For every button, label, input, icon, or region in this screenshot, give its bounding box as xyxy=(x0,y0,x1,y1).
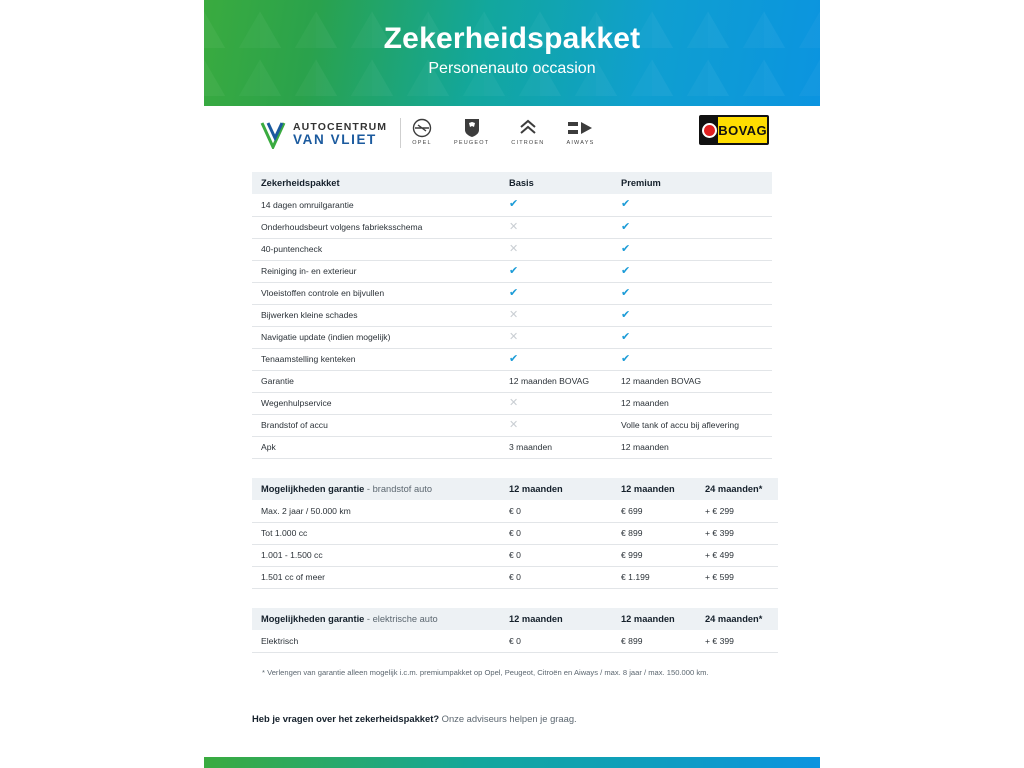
row-label: Vloeistoffen controle en bijvullen xyxy=(252,282,500,304)
row-basis xyxy=(500,282,612,304)
table-spacer xyxy=(252,588,778,608)
table-row xyxy=(252,500,778,522)
row-basis xyxy=(500,238,612,260)
footnote: * Verlengen van garantie alleen mogelijk i.c.m. premiumpakket op Opel, Peugeot, Citroën en Aiways / max. 8 jaar / max. 150.000 km. xyxy=(262,667,709,677)
warranty-electric-table xyxy=(252,608,778,653)
row-premium xyxy=(612,348,772,370)
row-premium: 12 maanden xyxy=(612,436,772,458)
table-row xyxy=(252,414,772,436)
row-label: 1.501 cc of meer xyxy=(252,566,500,588)
row-basis: 3 maanden xyxy=(500,436,612,458)
dealer-logo xyxy=(260,120,387,150)
check-icon: ✔ xyxy=(621,352,631,365)
check-icon: ✔ xyxy=(621,264,631,277)
check-icon: ✔ xyxy=(621,242,631,255)
row-label: Onderhoudsbeurt volgens fabrieksschema xyxy=(252,216,500,238)
header-fuel-col3: 24 maanden* xyxy=(696,478,778,500)
header-fuel-col1: 12 maanden xyxy=(500,478,612,500)
row-basis xyxy=(500,392,612,414)
table-row xyxy=(252,566,778,588)
table-row xyxy=(252,370,772,392)
cross-icon: ✕ xyxy=(509,220,519,233)
content-sheet xyxy=(252,172,772,678)
cross-icon: ✕ xyxy=(509,330,519,343)
header-warranty-electric-sub: - elektrische auto xyxy=(366,614,438,624)
row-col1: € 0 xyxy=(500,630,612,652)
row-label: Tenaamstelling kenteken xyxy=(252,348,500,370)
check-icon: ✔ xyxy=(621,330,631,343)
row-label: Tot 1.000 cc xyxy=(252,522,500,544)
row-premium: Volle tank of accu bij aflevering xyxy=(612,414,772,436)
table-row xyxy=(252,348,772,370)
check-icon: ✔ xyxy=(621,198,631,211)
header-warranty-electric xyxy=(252,608,500,630)
brand-peugeot-label: PEUGEOT xyxy=(454,140,490,146)
warranty-fuel-table xyxy=(252,478,778,608)
row-premium xyxy=(612,260,772,282)
row-basis: 12 maanden BOVAG xyxy=(500,370,612,392)
row-col2: € 899 xyxy=(612,630,696,652)
check-icon: ✔ xyxy=(509,352,519,365)
brand-opel-label: OPEL xyxy=(412,140,432,146)
brand-row xyxy=(204,106,820,162)
row-label: Reiniging in- en exterieur xyxy=(252,260,500,282)
table-header-row xyxy=(252,608,778,630)
table-row xyxy=(252,544,778,566)
contact-question-rest: Onze adviseurs helpen je graag. xyxy=(439,713,577,724)
check-icon: ✔ xyxy=(621,308,631,321)
header-electric-col1: 12 maanden xyxy=(500,608,612,630)
row-premium xyxy=(612,216,772,238)
table-row xyxy=(252,282,772,304)
header-warranty-fuel xyxy=(252,478,500,500)
row-premium xyxy=(612,282,772,304)
aiways-logo-icon xyxy=(566,118,594,138)
brand-logos xyxy=(412,118,594,146)
check-icon: ✔ xyxy=(509,286,519,299)
row-basis xyxy=(500,216,612,238)
page-subtitle: Personenauto occasion xyxy=(428,60,596,77)
row-col3: + € 399 xyxy=(696,522,778,544)
brand-citroen xyxy=(511,118,544,146)
cross-icon: ✕ xyxy=(509,308,519,321)
header-warranty-electric-main: Mogelijkheden garantie xyxy=(261,614,365,624)
brand-peugeot xyxy=(454,118,489,146)
table-row xyxy=(252,392,772,414)
brand-opel xyxy=(412,118,432,146)
table-header-row xyxy=(252,478,778,500)
check-icon: ✔ xyxy=(509,198,519,211)
header-electric-col2: 12 maanden xyxy=(612,608,696,630)
check-icon: ✔ xyxy=(621,220,631,233)
row-label: 14 dagen omruilgarantie xyxy=(252,194,500,216)
row-basis xyxy=(500,260,612,282)
row-label: 40-puntencheck xyxy=(252,238,500,260)
row-col2: € 1.199 xyxy=(612,566,696,588)
footer-bar xyxy=(204,757,820,768)
contact-question xyxy=(252,713,577,724)
row-col1: € 0 xyxy=(500,500,612,522)
contact-question-bold: Heb je vragen over het zekerheidspakket? xyxy=(252,713,440,724)
header-basis: Basis xyxy=(500,172,612,194)
dealer-name-line1: AUTOCENTRUM xyxy=(293,121,388,134)
header-banner xyxy=(204,0,820,106)
row-col3: + € 499 xyxy=(696,544,778,566)
row-col1: € 0 xyxy=(500,522,612,544)
bovag-badge xyxy=(699,115,769,145)
table-row xyxy=(252,436,772,458)
row-col2: € 999 xyxy=(612,544,696,566)
row-label: Navigatie update (indien mogelijk) xyxy=(252,326,500,348)
table-row xyxy=(252,522,778,544)
row-label: Brandstof of accu xyxy=(252,414,500,436)
check-icon: ✔ xyxy=(621,286,631,299)
table-row xyxy=(252,630,778,652)
table-row xyxy=(252,260,772,282)
row-premium: 12 maanden BOVAG xyxy=(612,370,772,392)
header-warranty-fuel-main: Mogelijkheden garantie xyxy=(261,484,365,494)
row-basis xyxy=(500,326,612,348)
opel-logo-icon xyxy=(412,118,432,138)
cross-icon: ✕ xyxy=(509,418,519,431)
vertical-divider xyxy=(400,118,401,148)
header-warranty-fuel-sub: - brandstof auto xyxy=(366,484,433,494)
cross-icon: ✕ xyxy=(509,242,519,255)
table-spacer xyxy=(252,458,772,478)
row-label: Garantie xyxy=(252,370,500,392)
row-col2: € 699 xyxy=(612,500,696,522)
peugeot-logo-icon xyxy=(454,118,489,138)
row-label: Wegenhulpservice xyxy=(252,392,500,414)
row-col1: € 0 xyxy=(500,544,612,566)
row-basis xyxy=(500,194,612,216)
brand-citroen-label: CITROEN xyxy=(511,140,545,146)
row-premium xyxy=(612,326,772,348)
row-col2: € 899 xyxy=(612,522,696,544)
table-header-row xyxy=(252,172,772,194)
row-premium: 12 maanden xyxy=(612,392,772,414)
table-row xyxy=(252,326,772,348)
table-row xyxy=(252,304,772,326)
bovag-mark-icon xyxy=(701,117,718,143)
van-vliet-mark-icon xyxy=(260,121,286,149)
row-label: Elektrisch xyxy=(252,630,500,652)
row-label: Max. 2 jaar / 50.000 km xyxy=(252,500,500,522)
bovag-label: BOVAG xyxy=(718,122,767,138)
brand-aiways-label: AIWAYS xyxy=(566,140,595,146)
row-col3: + € 299 xyxy=(696,500,778,522)
row-label: Apk xyxy=(252,436,500,458)
row-col3: + € 599 xyxy=(696,566,778,588)
check-icon: ✔ xyxy=(509,264,519,277)
row-basis xyxy=(500,304,612,326)
dealer-name-line2: VAN VLIET xyxy=(293,132,377,148)
table-row xyxy=(252,194,772,216)
header-electric-col3: 24 maanden* xyxy=(696,608,778,630)
header-premium: Premium xyxy=(612,172,772,194)
row-col3: + € 399 xyxy=(696,630,778,652)
row-premium xyxy=(612,304,772,326)
table-row xyxy=(252,216,772,238)
row-basis xyxy=(500,348,612,370)
package-comparison-table xyxy=(252,172,772,478)
row-col1: € 0 xyxy=(500,566,612,588)
header-fuel-col2: 12 maanden xyxy=(612,478,696,500)
row-label: Bijwerken kleine schades xyxy=(252,304,500,326)
row-premium xyxy=(612,238,772,260)
table-row xyxy=(252,238,772,260)
citroen-logo-icon xyxy=(511,118,544,138)
header-package: Zekerheidspakket xyxy=(252,172,500,194)
dealer-logo-text xyxy=(293,122,387,147)
brand-aiways xyxy=(566,118,594,146)
row-label: 1.001 - 1.500 cc xyxy=(252,544,500,566)
row-premium xyxy=(612,194,772,216)
row-basis xyxy=(500,414,612,436)
cross-icon: ✕ xyxy=(509,396,519,409)
page-title: Zekerheidspakket xyxy=(383,22,641,55)
